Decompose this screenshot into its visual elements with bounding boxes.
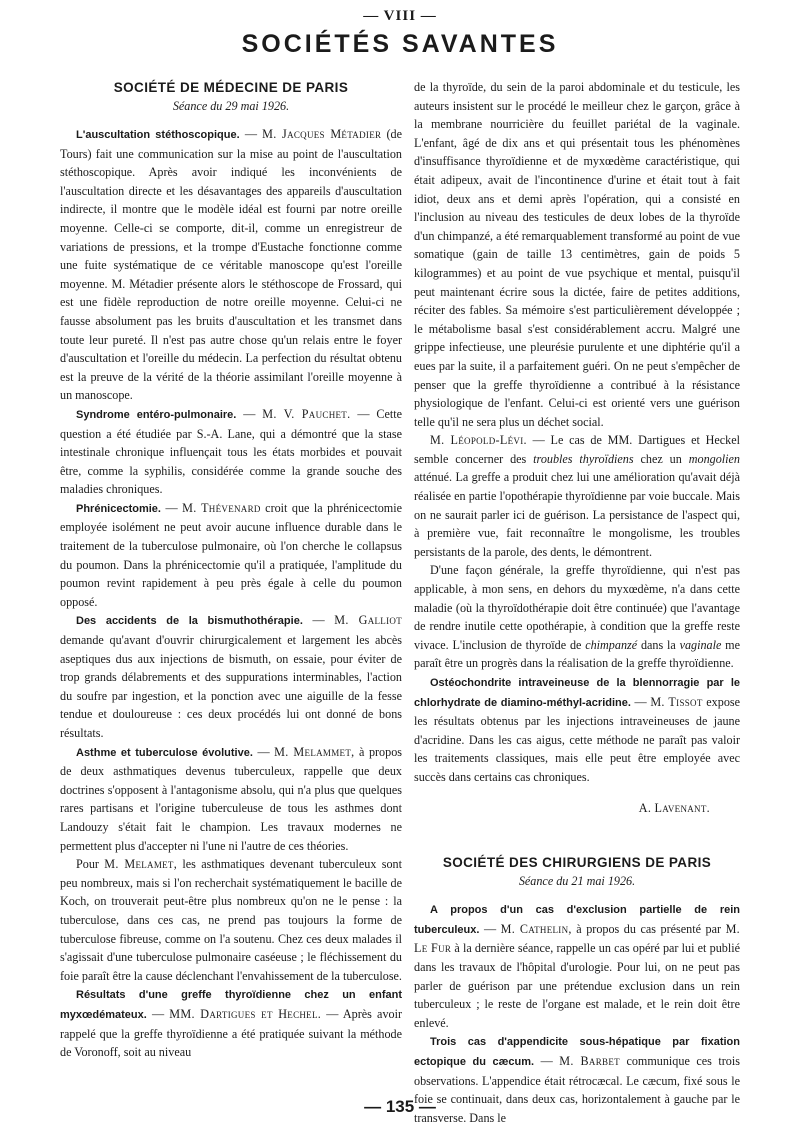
article-body: les asthmatiques devenant tuberculeux sont peu nombreux, mais si l'on recherchait systématiquement le bacille de Koch, on trouverait peut-être plus nombreux qu'on ne le pense : la tuberculose, dans ces cas, ne prend pas toujours la forme de tuberculose fibreuse, comme on l'a soutenu. Chez ces deux malades il s'agissait d'une tuberculose pulmonaire caséeuse ; le fléchissement du foie paraît être la cause déclenchant l'envahissement de la tuberculose. <box>60 857 402 983</box>
article-body: à propos de deux asthmatiques devenus tuberculeux, rappelle que deux doctrines s'opposent à l'antagonisme absolu, qui n'a plus que quelques rares partisans et l'origine tuberculeuse de tous les asthmes dont Landouzy s'était fait le champion. Les travaux modernes ne permettent plus d'accepter ni l'une ni l'autre de ces théories. <box>60 744 402 853</box>
article-greffe: Résultats d'une greffe thyroïdienne chez un enfant myxœdémateux. — MM. Dartigues et Hechel. — Après avoir rappelé que la greffe thyroïdienne a été pratiquée suivant la méthode de Voronoff, soit au niveau <box>60 989 402 1060</box>
section-masthead: SOCIÉTÉS SAVANTES <box>241 30 559 58</box>
session-date-2: Séance du 21 mai 1926. <box>518 874 636 889</box>
author-name: M. Tissot <box>650 694 703 709</box>
article-greffe-continued: de la thyroïde, du sein de la paroi abdominale et du testicule, les auteurs insistent sur le procédé le meilleur chez le garçon, grâce à la membrane nourricière du feuillet pariétal de la vaginale. L'enfant, âgé de dix ans et qui présentait tous les phénomènes d'insuffisance thyroïdienne et de myxœdème caractéristique, qui était adipeux, avait de l'incontinence d'urine et était tout à fait idiot, deux ans et demi après l'opération, qui a consisté en l'inclusion au niveau des testicules de deux lobes de la thyroïde d'un chimpanzé, a été remarquablement transformé au point de vue somatique (gain de taille 13 centimètres, gain de poids 5 kilogrammes) et au point de vue psychique et mental, puisqu'il peut maintenant écrire sous la dictée, faire de petites additions, réciter des fables. Sa mémoire s'est particulièrement développée ; le métabolisme basal s'est considérablement accru. Malgré une grippe infectieuse, une pleurésie purulente et une diphtérie qu'il a eues par la suite, il a parfaitement guéri. On ne peut s'empêcher de penser que la greffe thyroïdienne a contribué à la résistance physiologique de l'enfant. Celui-ci est orienté vers une guérison telle qu'il ne sera plus un déchet social. <box>414 80 740 429</box>
article-body: croit que la phrénicectomie employée isolément ne peut avoir aucune influence durable dans le traitement de la tuberculose pulmonaire, où l'on cherche le collapsus du poumon. Dans la phrénicectomie qu'il a pratiquée, l'amplitude du poumon revint rapidement à peu près égale à celle du poumon opposé. <box>60 500 402 609</box>
author-name: M. Léopold-Lévi. <box>430 433 527 448</box>
author-name: MM. Dartigues et Hechel. <box>169 1006 322 1021</box>
signature: A. Lavenant. <box>638 800 710 815</box>
author-name: M. Melammet, <box>274 744 355 759</box>
article-body: — Après avoir rappelé que la greffe thyroïdienne a été pratiquée suivant la méthode de Voronoff, soit au niveau <box>60 1006 402 1060</box>
article-heading: Ostéochondrite intraveineuse de la blennorragie par le chlorhydrate de diamino-méthyl-acridine. <box>414 677 740 709</box>
society-title: SOCIÉTÉ DE MÉDECINE DE PARIS <box>113 80 349 95</box>
article-body: communique ces trois observations. L'appendice était rétrocæcal. Le cæcum, fixé sous le foie se continuait, dans deux cas, horizontalement à gauche par le transverse. Dans le <box>414 1053 740 1125</box>
article-osteochondrite: Ostéochondrite intraveineuse de la blennorragie par le chlorhydrate de diamino-méthyl-acridine. — M. Tissot expose les résultats obtenus par les injections intraveineuses de jaune d'acridine. Dans les cas aigus, cette méthode ne paraît pas valoir les traitements classiques, mais elle peut être employée avec succès dans certains cas chroniques. <box>414 677 740 784</box>
page-roman-numeral: — VIII — <box>363 8 437 24</box>
article-leopold-levi: M. Léopold-Lévi. — Le cas de MM. Dartigues et Heckel semble concerner des troubles thyroïdiens chez un mongolien atténué. La greffe a produit chez lui une amélioration qu'avait déjà réalisée en partie l'opothérapie thyroïdienne par voie buccale. Mais on ne saurait parler ici de guérison. La persistance de l'aspect qui, à première vue, fait reconnaître le mongolisme, les troubles persistants de la parole, des dents, le démontrent. <box>414 433 740 559</box>
page-number: — 135 — <box>364 1097 436 1116</box>
article-heading: Résultats d'une greffe thyroïdienne chez un enfant myxœdémateux. <box>60 989 402 1021</box>
article-appendicite: Trois cas d'appendicite sous-hépatique par fixation ectopique du cæcum. — M. Barbet communique ces trois observations. L'appendice était rétrocæcal. Le cæcum, fixé sous le foie se continuait, dans deux cas, horizontalement à gauche par le transverse. Dans le <box>414 1036 740 1125</box>
article-heading: Asthme et tuberculose évolutive. <box>76 746 253 759</box>
article-body: à la dernière séance, rappelle un cas opéré par lui et publié dans les travaux de l'hôpital d'urologie. Pour lui, on ne peut pas parler de guérison par une prétendue exclusion dans un rein tuberculeux ; le reste de l'organe est malade, et le rein doit être enlevé. <box>414 941 740 1030</box>
article-heading: L'auscultation stéthoscopique. <box>76 129 240 141</box>
article-body: demande qu'avant d'ouvrir chirurgicalement et largement les abcès aseptiques dus aux injections de bismuth, on essaie, pour éviter de trop grands délabrements et des suppurations interminables, l'action du soufre par ingestion, et la ponction avec une aiguille de la fesse tendue et douloureuse : ces deux procédés lui ont donné de bons résultats. <box>60 633 402 740</box>
article-auscultation: L'auscultation stéthoscopique. — M. Jacques Métadier (de Tours) fait une communication sur la mise au point de l'auscultation stéthoscopique. Après avoir indiqué les inconvénients de l'auscultation directe et les désavantages des appareils d'auscultation indirecte, il montre que le modèle idéal est fourni par notre oreille moyenne. Celle-ci se comporte, dit-il, comme un enregistreur de variations de pressions, et la trompe d'Eustache fonctionne comme une fuite systématique de ce véritable manoscope qu'est l'oreille moyenne. M. Métadier présente alors le stéthoscope de Frossard, qui est une fidèle reproduction de notre oreille moyenne. Celui-ci ne fausse absolument pas les bruits d'auscultation et les transmet dans toute leur pureté. Il n'est pas autre chose qu'un relais entre le foyer d'auscultation et l'oreille du médecin. La perfection du résultat obtenu est la preuve de la vérité de la théorie assimilant l'oreille moyenne à un manoscope. <box>60 127 402 403</box>
author-name: M. Jacques Métadier <box>262 127 382 141</box>
article-body: — Cette question a été étudiée par S.-A. Lane, qui a démontré que la stase intestinale chronique influençait tous les états morbides et pouvait être, comme la syphilis, considérée comme la grande souche des maladies chroniques. <box>60 406 402 497</box>
article-bismuth: Des accidents de la bismuthothérapie. — M. Galliot demande qu'avant d'ouvrir chirurgicalement et largement les abcès aseptiques dus aux injections de bismuth, on essaie, pour éviter de trop grands délabrements et des suppurations interminables, l'action du soufre par ingestion, et la ponction avec une aiguille de la fesse tendue et douloureuse : ces deux procédés lui ont donné de bons résultats. <box>60 613 402 740</box>
left-column <box>60 78 402 1062</box>
author-name: M. Galliot <box>334 613 402 628</box>
article-rein: A propos d'un cas d'exclusion partielle de rein tuberculeux. — M. Cathelin, à propos du cas présenté par M. Le Fur à la dernière séance, rappelle un cas opéré par lui et publié dans les travaux de l'hôpital d'urologie. Pour lui, on ne peut pas parler de guérison par une prétendue exclusion dans un rein tuberculeux ; le reste de l'organe est malade, et le rein doit être enlevé. <box>414 904 741 1030</box>
society-title-2: SOCIÉTÉ DES CHIRURGIENS DE PARIS <box>442 855 712 871</box>
article-syndrome: Syndrome entéro-pulmonaire. — M. V. Pauchet. — Cette question a été étudiée par S.-A. Lane, qui a démontré que la stase intestinale chronique influençait tous les états morbides et pouvait être, comme la syphilis, considérée comme la grande souche des maladies chroniques. <box>60 406 402 497</box>
article-body: (de Tours) fait une communication sur la mise au point de l'auscultation stéthoscopique. Après avoir indiqué les inconvénients de l'auscultation directe et les désavantages des appareils d'auscultation indirecte, il montre que le modèle idéal est fourni par notre oreille moyenne. Celle-ci se comporte, dit-il, comme un enregistreur de variations de pressions, et la trompe d'Eustache fonctionne comme une fuite systématique de ce véritable manoscope qu'est l'oreille moyenne. M. Métadier présente alors le stéthoscope de Frossard, qui est une fidèle reproduction de notre oreille moyenne. Celui-ci ne fausse absolument pas les bruits d'auscultation et les transmet dans toute leur pureté. Il n'est pas autre chose qu'un relais entre le foyer d'auscultation et l'oreille du médecin. La perfection du résultat obtenu est la preuve de la vérité de la théorie assimilant l'oreille moyenne à un manoscope. <box>60 127 402 403</box>
author-name: M. Barbet <box>559 1053 620 1068</box>
author-name: M. Melamet, <box>104 857 178 872</box>
article-asthme: Asthme et tuberculose évolutive. — M. Melammet, à propos de deux asthmatiques devenus tuberculeux, rappelle que deux doctrines s'opposent à l'antagonisme absolu, qui n'a plus que quelques rares partisans et l'origine tuberculeuse de tous les asthmes dont Landouzy s'était fait le champion. Les travaux modernes ne permettent plus d'accepter ni l'une ni l'autre de ces théories. <box>60 744 402 853</box>
article-asthme-continued: Pour M. Melamet, les asthmatiques devenant tuberculeux sont peu nombreux, mais si l'on recherchait systématiquement le bacille de Koch, on trouverait peut-être plus nombreux qu'on ne le pense : la tuberculose, dans ces cas, ne prend pas toujours la forme de tuberculose fibreuse, comme on l'a soutenu. Chez ces deux malades il s'agissait d'une tuberculose pulmonaire caséeuse ; le fléchissement du foie paraît être la cause déclenchant l'envahissement de la tuberculose. <box>60 857 402 983</box>
article-phrenicectomie: Phrénicectomie. — M. Thévenard croit que la phrénicectomie employée isolément ne peut avoir aucune influence durable dans le traitement de la tuberculose pulmonaire, où l'on cherche le collapsus du poumon. Dans la phrénicectomie qu'il a pratiquée, l'amplitude du poumon revint rapidement à peu près égale à celle du poumon opposé. <box>60 500 402 609</box>
right-column <box>414 78 740 1127</box>
article-heading: Syndrome entéro-pulmonaire. <box>76 408 237 421</box>
article-heading: Phrénicectomie. <box>76 502 161 515</box>
author-name: M. Thévenard <box>182 500 261 515</box>
article-heading: Trois cas d'appendicite sous-hépatique par fixation ectopique du cæcum. <box>414 1036 740 1068</box>
article-heading: Des accidents de la bismuthothérapie. <box>76 615 303 628</box>
author-name: M. V. Pauchet. <box>262 406 351 421</box>
article-heading: A propos d'un cas d'exclusion partielle de rein tuberculeux. <box>414 904 740 936</box>
author-name: M. Le Fur <box>414 921 741 956</box>
session-date: Séance du 29 mai 1926. <box>172 99 290 113</box>
author-name: M. Cathelin, <box>500 921 572 936</box>
article-body: expose les résultats obtenus par les injections intraveineuses de jaune d'acridine. Dans les cas aigus, cette méthode ne paraît pas valoir les traitements classiques, mais elle peut être employée avec succès dans certains cas chroniques. <box>414 694 740 784</box>
article-greffe-general: D'une façon générale, la greffe thyroïdienne, qui n'est pas applicable, à mon sens, en dehors du myxœdème, n'a dans cette maladie (où la thyroïdothérapie doit être continuée) que l'avantage de rendre inutile cette opothérapie, à condition que la greffe reste vivace. L'inclusion de thyroïde de chimpanzé dans la vaginale me paraît être un progrès dans la réalisation de la greffe thyroïdienne. <box>414 563 741 671</box>
